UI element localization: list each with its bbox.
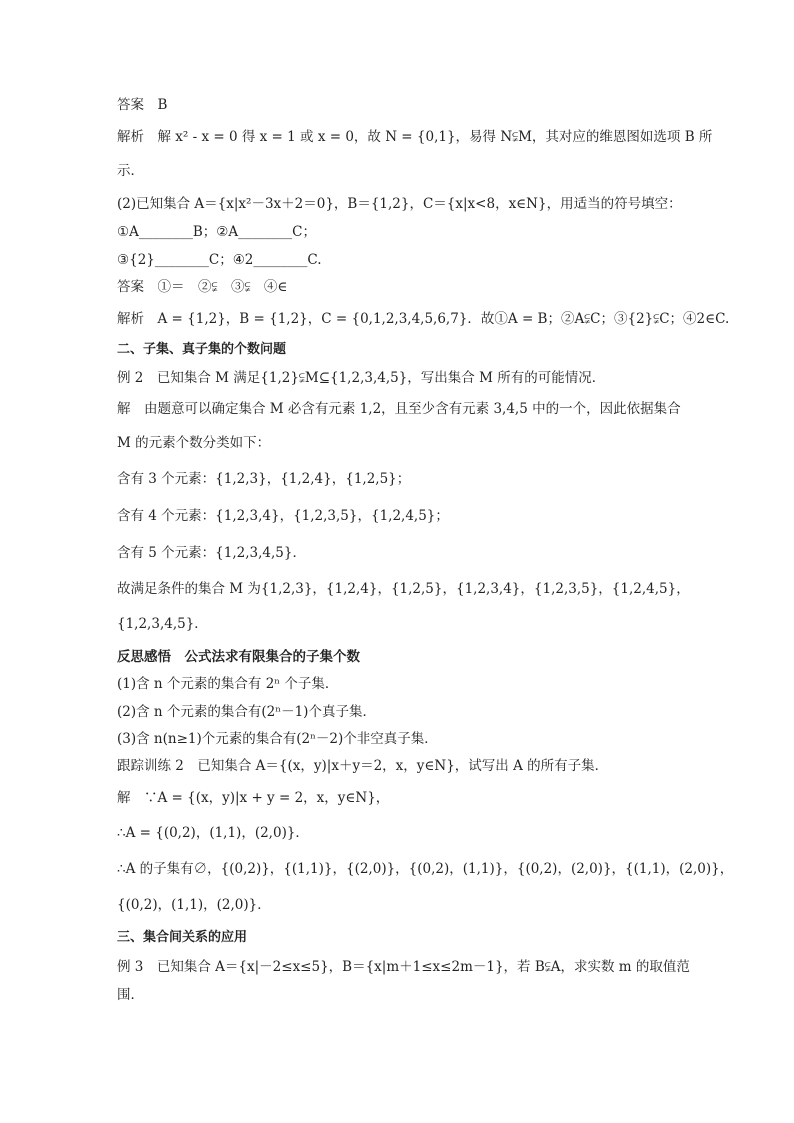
solution-conclusion: 故满足条件的集合 M 为{1,2,3}，{1,2,4}，{1,2,5}，{1,2,3,4}，{1,2,3,5}，{1,2,4,5}， <box>117 581 690 597</box>
practice-solution-2: ∴A = {(0,2)，(1,1)，(2,0)}． <box>117 825 309 841</box>
section-heading-2: 二、子集、真子集的个数问题 <box>117 342 287 357</box>
question-2-blanks-2: ③{2}________C；④2________C. <box>117 252 322 268</box>
question-2-blanks-1: ①A________B；②A________C； <box>117 224 316 240</box>
solution-conclusion-cont: {1,2,3,4,5}． <box>117 616 208 632</box>
answer-line-2: 答案 ①＝ ②⫋ ③⫋ ④∈ <box>117 279 288 295</box>
solution-line-2: M 的元素个数分类如下： <box>117 435 271 451</box>
solution-case-4: 含有 4 个元素：{1,2,3,4}，{1,2,3,5}，{1,2,4,5}； <box>117 508 449 524</box>
reflection-item-2: (2)含 n 个元素的集合有(2ⁿ－1)个真子集． <box>117 704 376 720</box>
example-2: 例 2 已知集合 M 满足{1,2}⫋M⊆{1,2,3,4,5}，写出集合 M 所有的可能情况． <box>117 370 606 386</box>
analysis-line-1: 解析 解 x² - x = 0 得 x = 1 或 x = 0，故 N = {0,1}，易得 N⫋M，其对应的维恩图如选项 B 所 <box>117 129 713 145</box>
reflection-item-3: (3)含 n(n≥1)个元素的集合有(2ⁿ－2)个非空真子集． <box>117 731 438 747</box>
analysis-line-2: 解析 A = {1,2}，B = {1,2}，C = {0,1,2,3,4,5,6,7}．故①A = B；②A⫋C；③{2}⫋C；④2∈C. <box>117 311 730 327</box>
solution-case-3: 含有 3 个元素：{1,2,3}，{1,2,4}，{1,2,5}； <box>117 471 411 487</box>
example-3-cont: 围． <box>117 987 144 1003</box>
reflection-item-1: (1)含 n 个元素的集合有 2ⁿ 个子集． <box>117 676 339 692</box>
example-3: 例 3 已知集合 A＝{x|－2≤x≤5}，B＝{x|m＋1≤x≤2m－1}，若 B⫋A，求实数 m 的取值范 <box>117 959 690 975</box>
practice-solution-3: ∴A 的子集有∅，{(0,2)}，{(1,1)}，{(2,0)}，{(0,2)，(1,1)}，{(0,2)，(2,0)}，{(1,1)，(2,0)}， <box>117 861 734 877</box>
practice-solution-1: 解 ∵A = {(x，y)|x + y = 2，x，y∈N}， <box>117 790 390 806</box>
reflection-heading: 反思感悟 公式法求有限集合的子集个数 <box>117 649 360 665</box>
solution-line-1: 解 由题意可以确定集合 M 必含有元素 1,2，且至少含有元素 3,4,5 中的一个，因此依据集合 <box>117 401 681 417</box>
answer-line-1: 答案 B <box>117 97 168 113</box>
question-2: (2)已知集合 A＝{x|x²－3x＋2＝0}，B＝{1,2}，C＝{x|x<8，x∈N}，用适当的符号填空： <box>117 196 682 212</box>
section-heading-3: 三、集合间关系的应用 <box>117 930 248 945</box>
practice-solution-3-cont: {(0,2)，(1,1)，(2,0)}． <box>117 897 271 913</box>
analysis-line-1-cont: 示． <box>117 163 144 179</box>
solution-case-5: 含有 5 个元素：{1,2,3,4,5}． <box>117 545 306 561</box>
practice-2: 跟踪训练 2 已知集合 A＝{(x，y)|x＋y＝2，x，y∈N}，试写出 A 的所有子集． <box>117 758 609 774</box>
